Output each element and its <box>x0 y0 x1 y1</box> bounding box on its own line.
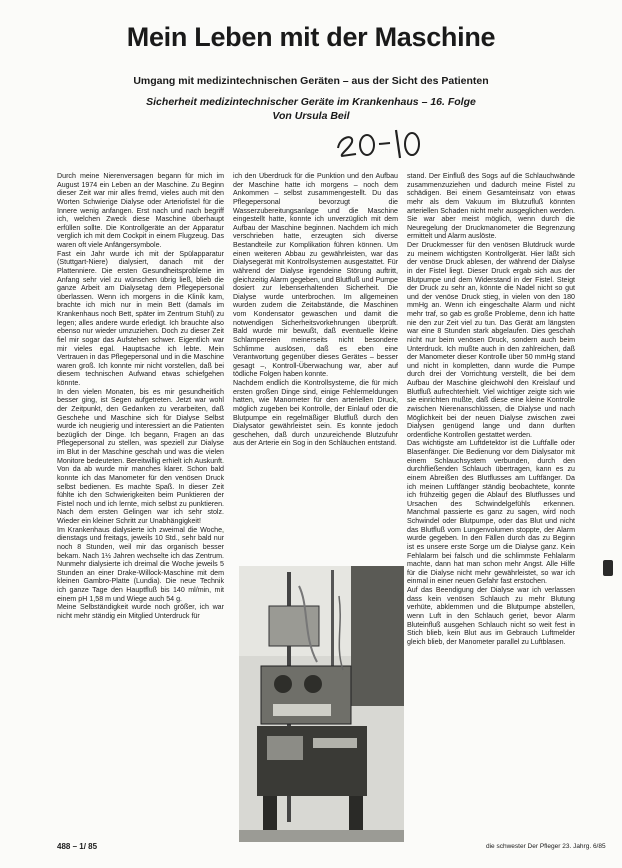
author-line: Von Ursula Beil <box>272 110 350 122</box>
paragraph: In den vielen Monaten, bis es mir gesundheitlich besser ging, ist Segen aufgetreten. Jetzt war wohl der Zeitpunkt, den Gedanken zu verarbeiten, daß Geschehe und Maschine sich für Dialyse Selbst wurde ich neugierig und interessiert an die Patienten bezüglich der Dinge. Ich begann, Fragen an das Pflegepersonal zu stellen, was speziell zur Dialyse im Blut in der Maschine geschah und was die vielen Monitore bedeuteten. Bereitwillig erhielt ich Auskunft. Von da ab wurde mir manches klarer. Schon bald konnte ich das Manometer für den venösen Druck selbst bedienen. Es machte Spaß. In dieser Zeit fühlte ich den Schwierigkeiten beim Punktieren der Fistel noch und ich lernte, mich selbst zu punktieren. Nach dem ersten Gelingen war ich sehr stolz. Wieder ein kleiner Schritt zur Unabhängigkeit! <box>57 387 224 525</box>
paragraph: Meine Selbständigkeit wurde noch größer, ich war nicht mehr ständig ein Mitglied Unterdruck für <box>57 603 224 620</box>
paragraph: Fast ein Jahr wurde ich mit der Spülapparatur (Stuttgart-Niere) dialysiert, danach mit der Plattenniere. Die ersten Gesundheitsprobleme im Anfang sehr viel zu wünschen übrig ließ, blieb die ganze Arbeit am Dialysetag dem Pflegepersonal überlassen. Wenn ich morgens in die Klinik kam, brachte ich mich nur in mein Bett (damals im Krankenhaus noch Bett, später im Zentrum Stuhl) zu legen; alles andere wurde erledigt. Ich brauchte also ebenso nur wieder umzuziehen. Doch zu dieser Zeit fiel mir sogar das Aufstehen schwer. Eigentlich war mir vieles egal. Hauptsache ich lebte. Mein Vertrauen in das Pflegepersonal und in die Maschine waren groß. Ich konnte mir nicht vorstellen, daß bei diesem technischen Aufwand etwas schiefgehen könnte. <box>57 249 224 387</box>
journal-reference: die schwester Der Pfleger 23. Jahrg. 6/85 <box>486 843 606 850</box>
text-column-1 <box>57 172 224 838</box>
text-column-2 <box>233 172 398 558</box>
paragraph: stand. Der Einfluß des Sogs auf die Schlauchwände zusammenzuziehen und dadurch meine Fistel zu schädigen. Bei einem Gesamteinsatz von etwas mehr als dem Vakuum im Blutzufluß könnten arteriellen Schaden nicht mehr ausgeglichen werden. Sie war aber meist möglich, wenn durch die Neuregelung der Druckmanometer die Begrenzung ermittelt und Alarm auslöste. <box>407 172 575 241</box>
paragraph: Nachdem endlich die Kontrollsysteme, die für mich ersten großen Dinge sind, einige Fehlermeldungen hatten, wie Manometer für den arteriellen Druck, möglich zugeben bei Kontrolle, der Einlauf oder die Blutpumpe ein regelmäßiger Blutfluß durch den Dialysator gewährleistet sein. Es konnte jedoch geschehen, daß durch unzureichende Blutzufuhr aus der Arterie ein Sog in den Schläuchen entstand. <box>233 379 398 448</box>
paragraph: Der Druckmesser für den venösen Blutdruck wurde zu meinem wichtigsten Kontrollgerät. Hier läßt sich der venöse Druck ablesen, der während der Dialyse in der Fistel liegt. Dieser Druck ergab sich aus der Blutpumpe und dem Widerstand in der Fistel. Steigt der Druck zu sehr an, könnte die Nadel nicht so gut und der venöse Druck stieg, in vielen von den 180 mmHg an. Wenn ich eingeschalte Alarm und nicht mehr traf, so gab es große Probleme, denn ich hatte nie den zur Zeit viel zu tun. Das Gerät am längsten war eine 8 Stunden stark abgelaufen. Dies geschah nicht nur beim venösen Druck, sondern auch beim Unterdruck. Ich mußte auch in den zahlreichen, daß der Manometer dieser Kontrolle über 50 mmHg stand und nicht in kompletten, dann wurde die Pumpe durch drei der Vorrichtung verstellt, die bei dem Aufbau der Maschine gleichwohl den Kreislauf und Blutfluß aufrechterhielt. Viel wichtiger zeigte sich wie sie einrichten mußte, daß diese eine kleine Kontrolle zwischen Nierenanschlüssen, die Dialyse und nach Möglichkeit bei der neuen Dialyse zwischen zwei Dialysen genügend lange und dann durften ordentliche Kontrollen gestattet werden. <box>407 241 575 439</box>
paragraph: ich den Überdruck für die Punktion und den Aufbau der Maschine hatte ich morgens – noch dem Ankommen – selbst zusammengestellt. Du das Pflegepersonal bevorzugt die Wasserzubereitungsanlage und die Maschine eingestellt hatte, konnte ich unverzüglich mit dem Aufbau der Maschine beginnen. Nachdem ich mich verschrieben hatte, erzeugten sich diverse Bestandteile zur Komplikation führen können. Um einen weiteren Abbau zu gewährleisten, war das Dialysegerät mit Kontrollsystemen ausgestattet. Für während der Dialyse irgendeine Störung auftritt, gleichzeitig Alarm gegeben, und Blutfluß und Pumpe dosiert zur lebenserhaltenden Sicherheit. Die Dialyse wurde unterbrochen. Im allgemeinen wurden zudem die Zeitabstände, die Maschinen vom Kondensator gewaschen und damit die notwendigen Sicherheitsvorkehrungen überprüft. Bald wurde mir bewußt, daß eventuelle kleine Schlampereien meinerseits nicht besondere Schlimme auslösen, daß es eben eine Verantwortung gegenüber dieses Gerätes – besser gesagt –, Kontroll-Überwachung war, aber auf tödliche Folgen haben konnte. <box>233 172 398 379</box>
paragraph: Im Krankenhaus dialysierte ich zweimal die Woche, dienstags und freitags, jeweils 10 Std., sehr bald nur noch 8 Stunden, weil mir das organisch besser bekam. Nach 1½ Jahren wechselte ich das Zentrum. Nunmehr dialysierte ich dreimal die Woche jeweils 5 Stunden an einer Drake-Willock-Maschine mit dem kleinen Gambro-Platte (Lundia). Die neue Technik ich ganze Tage den Hauptfluß bis 140 ml/min, mit einem pH 1,58 m und Wiege auch 54 g. <box>57 525 224 603</box>
paragraph: Durch meine Nierenversagen begann für mich im August 1974 ein Leben an der Maschine. Zu Beginn dieser Zeit war mir alles fremd, vieles auch mit den Worten Schwierige Dialyse oder Arteriofistel für die Innere wenig anfangen. Erst nach und nach begriff ich, welchen Zweck diese Maschine überhaupt erfüllen sollte. Die Kontrollgeräte an der Apparatur verglich ich mit dem Cockpit in einem Flugzeug. Das waren oft viele Anfängersymbole. <box>57 172 224 249</box>
handwritten-annotation <box>334 118 424 160</box>
article-subtitle: Umgang mit medizintechnischen Geräten – aus der Sicht des Patienten <box>133 75 489 87</box>
article-title: Mein Leben mit der Maschine <box>126 22 496 52</box>
paragraph: Auf das Beendigung der Dialyse war ich verlassen dass kein venösen Schlauch zu mehr Blutung verhüte, abklemmen und die Blutpumpe abstellen, wenn Luft in den Schlauch geriet, bevor Alarm Bluteinfluß ausgehen Schlauch nicht so weit fest in Stich blieb, kein Blut aus im Gebrauch Luftmelder gleich blieb, der Manometer parallel zu Luftblasen. <box>407 586 575 646</box>
dialysis-machine-photo <box>239 566 404 842</box>
series-line: Sicherheit medizintechnischer Geräte im Krankenhaus – 16. Folge <box>146 96 476 108</box>
scan-edge-mark <box>603 560 613 576</box>
page-number: 488 – 1/ 85 <box>57 842 98 851</box>
paragraph: Das wichtigste am Luftdetektor ist die Luftfalle oder Blasenfänger. Die Bedienung vor dem Dialysator mit einem Schlauchsystem verbunden, durch den durchfließenden Schlauch übertragen, kann es zu einem Abreißen des Blutflusses am Luftfänger. Da ich meinen Luftfänger ständig beobachtete, konnte ich frühzeitig gegen die Ablauf des Blutflusses und Ursachen des Schwindelgefühls erkennen. Manchmal passierte es ganz zu sagen, wird noch Schwindel oder Blutpumpe, oder das Blut und nicht das Blutfluß vom Lungenvolumen stoppte, der Alarm wurde gegeben. In den Fällen durch das zu Beginn ist es unsere erste Sorge um die Dialyse ganz. Kein Fehlalarm bei falsch und die schlimmste Fehlalarm machte, dann hat man schon mehr Angst. Alle Hilfe für die Dialyse nicht mehr gewährleistet, so war ich einmal in einer neuen Gefahr fast erstochen. <box>407 439 575 586</box>
text-column-3 <box>407 172 575 838</box>
